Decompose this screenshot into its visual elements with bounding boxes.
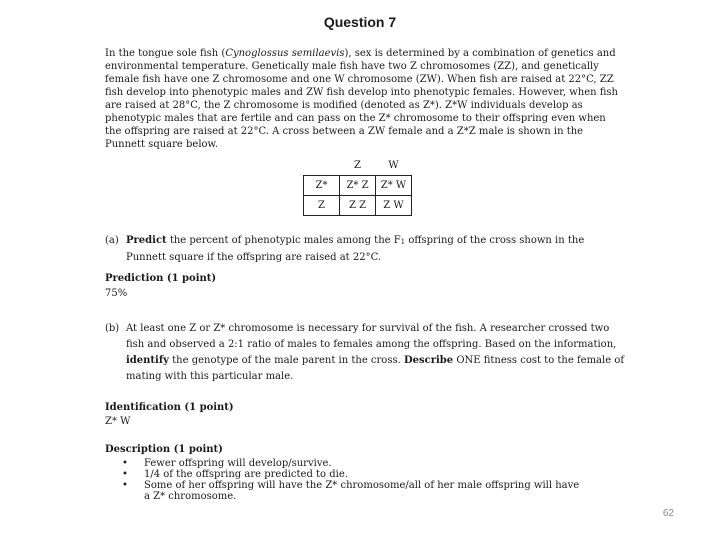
part-a-subscript: 1 [400,238,406,246]
punnett-row-label: Z [304,196,340,216]
part-b-text-1: At least one Z or Z* chromosome is necessary for survival of the fish. A researcher crossed two fish and observed a 2:1 ratio of males to females among the offspring. Based on the information, [126,323,617,350]
bullet-icon: • [122,469,128,480]
identification-answer: Z* W [105,416,131,427]
bullet-icon: • [122,480,128,491]
part-b-text [126,321,626,385]
punnett-row [304,196,412,216]
page-number: 62 [662,508,674,519]
part-a-text-2: offspring of the cross shown in the Punnett square if the offspring are raised at 22°C. [126,235,585,263]
intro-text-start: In the tongue sole fish ( [105,48,226,59]
punnett-header-row [304,156,412,176]
question-title: Question 7 [323,14,397,30]
list-item [122,458,582,469]
part-b-text-2: the genotype of the male parent in the cross. [168,355,404,366]
list-item [122,480,582,502]
punnett-cell: Z W [376,196,412,216]
punnett-cell: Z Z [340,196,376,216]
punnett-row-label: Z* [304,176,340,196]
intro-text-rest: ), sex is determined by a combination of genetics and environmental temperature. Genetically male fish have two Z chromosomes (ZZ), and genetically female fish have one Z chromosome and one W chromosome (ZW). When fish are raised at 22°C, ZZ fish develop into phenotypic males and ZW fish develop into phenotypic females. However, when fish are raised at 28°C, the Z chromosome is modified (denoted as Z*). Z*W individuals develop as phenotypic males that are fertile and can pass on the Z* chromosome to their offspring even when the offspring are raised at 22°C. A cross between a ZW female and a Z*Z male is shown in the Punnett square below. [105,48,618,150]
description-list [122,458,582,502]
intro-paragraph [105,47,625,151]
punnett-row [304,176,412,196]
identification-heading: Identification (1 point) [105,402,234,413]
part-b-text-3: ONE fitness cost to the female of mating with this particular male. [126,355,625,382]
list-item-text: Some of her offspring will have the Z* chromosome/all of her male offspring will have a Z* chromosome. [144,480,580,502]
punnett-corner [304,156,340,176]
prediction-heading: Prediction (1 point) [105,273,217,284]
part-a-text [126,233,626,266]
bullet-icon: • [122,458,128,469]
punnett-header-cell: Z [354,160,361,171]
part-a-letter: (a) [105,235,119,246]
part-b-letter: (b) [105,323,120,334]
part-b-verb-identify: identify [126,355,169,366]
part-a-verb: Predict [126,235,167,246]
part-a-text-1: the percent of phenotypic males among the F [166,235,401,246]
part-b-verb-describe: Describe [403,355,454,366]
part-b-prompt [105,321,626,385]
prediction-answer: 75% [105,288,128,299]
species-name: Cynoglossus semilaevis [225,48,345,59]
punnett-cell: Z* W [376,176,412,196]
punnett-header-cell: W [388,160,399,171]
punnett-square [303,156,412,216]
description-heading: Description (1 point) [105,444,223,455]
list-item-text: Fewer offspring will develop/survive. [144,458,332,469]
list-item [122,469,582,480]
part-a-prompt [105,233,626,266]
list-item-text: 1/4 of the offspring are predicted to die. [144,469,348,480]
punnett-cell: Z* Z [340,176,376,196]
